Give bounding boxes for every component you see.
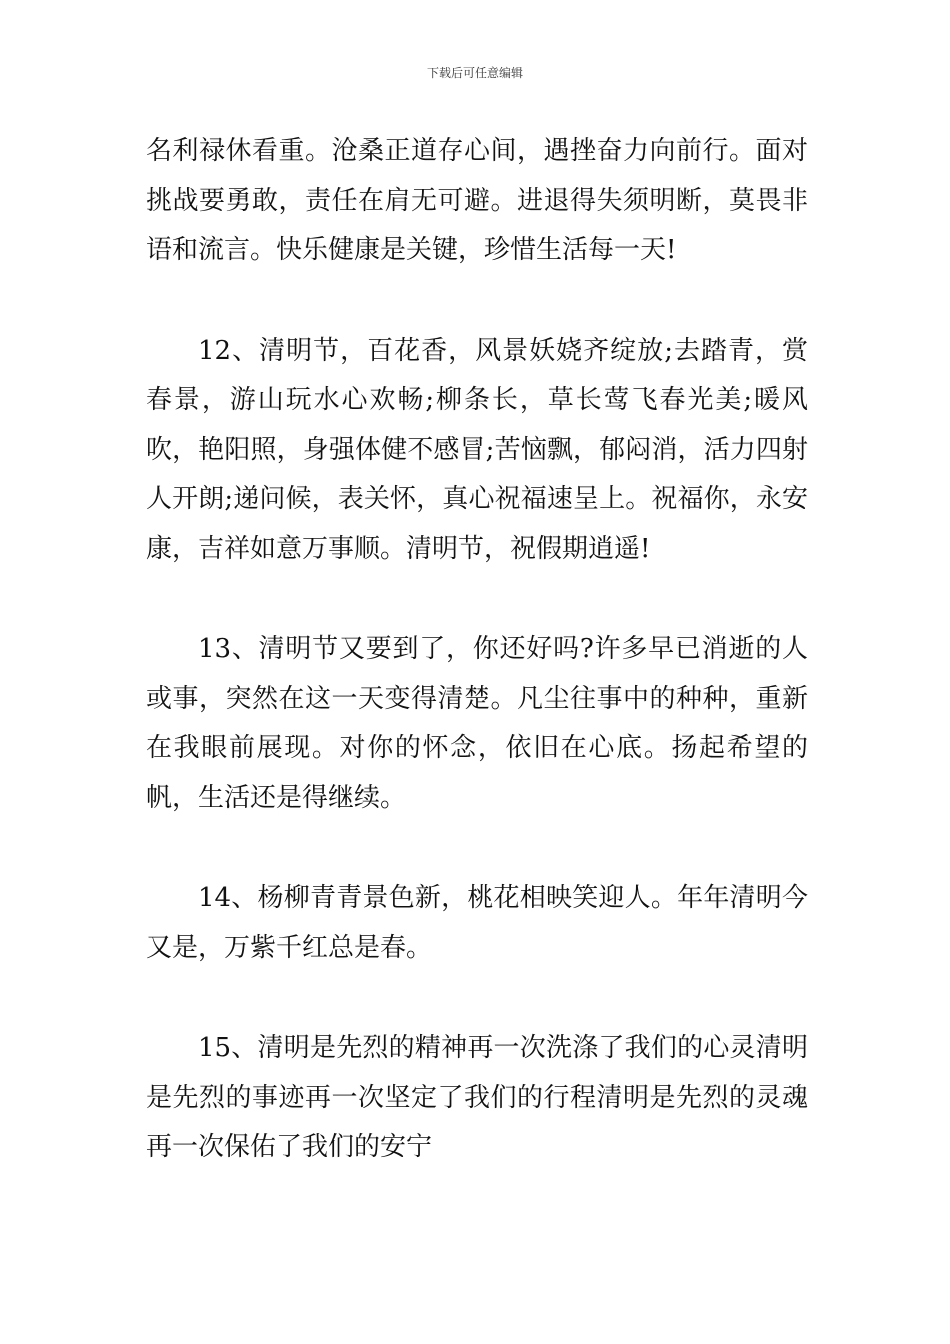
- paragraph-gap: [146, 574, 808, 625]
- document-body: [146, 127, 808, 1173]
- paragraph-gap: [146, 276, 808, 327]
- paragraph-continued: 名利禄休看重。沧桑正道存心间，遇挫奋力向前行。面对挑战要勇敢，责任在肩无可避。进退得失须明断，莫畏非语和流言。快乐健康是关键，珍惜生活每一天!: [146, 136, 808, 265]
- paragraph-12: 12、清明节，百花香，风景妖娆齐绽放;去踏青，赏春景，游山玩水心欢畅;柳条长，草长莺飞春光美;暖风吹，艳阳照，身强体健不感冒;苦恼飘，郁闷消，活力四射人开朗;递问候，表关怀，真心祝福速呈上。祝福你，永安康，吉祥如意万事顺。清明节，祝假期逍遥!: [146, 335, 808, 564]
- paragraph-gap: [146, 823, 808, 874]
- paragraph-13: 13、清明节又要到了，你还好吗?许多早已消逝的人或事，突然在这一天变得清楚。凡尘往事中的种种，重新在我眼前展现。对你的怀念，依旧在心底。扬起希望的帆，生活还是得继续。: [146, 634, 808, 813]
- header-note: 下载后可任意编辑: [426, 66, 523, 80]
- paragraph-15: 15、清明是先烈的精神再一次洗涤了我们的心灵清明是先烈的事迹再一次坚定了我们的行程清明是先烈的灵魂再一次保佑了我们的安宁: [146, 1033, 808, 1162]
- paragraph-gap: [146, 973, 808, 1024]
- paragraph-14: 14、杨柳青青景色新，桃花相映笑迎人。年年清明今又是，万紫千红总是春。: [146, 883, 808, 963]
